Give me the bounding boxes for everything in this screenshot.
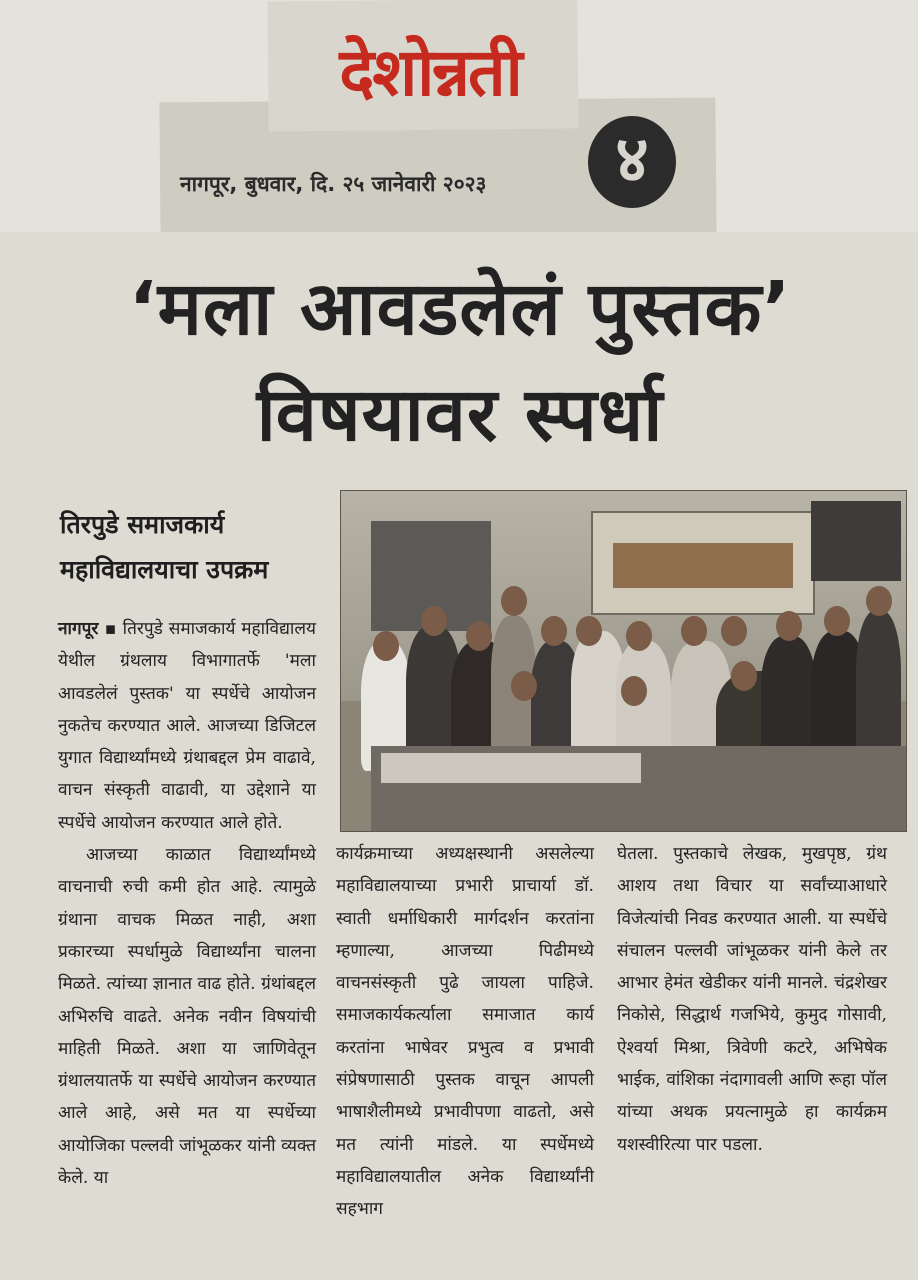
newspaper-masthead: देशोन्नती bbox=[339, 33, 521, 111]
photo-poster bbox=[811, 501, 901, 581]
photo-head bbox=[576, 616, 602, 646]
event-photo bbox=[340, 490, 907, 832]
photo-head bbox=[541, 616, 567, 646]
article-paragraph-1: तिरपुडे समाजकार्य महाविद्यालय येथील ग्रंथलाय विभागातर्फे 'मला आवडलेलं पुस्तक' या स्पर्धेचे आयोजन नुकतेच करण्यात आले. आजच्या डिजिटल युगात विद्यार्थ्यांमध्ये ग्रंथाबद्दल प्रेम वाढावे, वाचन संस्कृती वाढावी, या उद्देशाने या स्पर्धेचे आयोजन करण्यात आले होते. bbox=[58, 619, 317, 833]
photo-banner bbox=[591, 511, 815, 615]
photo-person bbox=[761, 636, 816, 761]
page-number-badge: ४ bbox=[588, 116, 676, 208]
photo-tablecloth bbox=[381, 753, 641, 783]
photo-banner-panel bbox=[613, 543, 793, 588]
photo-head bbox=[466, 621, 492, 651]
photo-head bbox=[421, 606, 447, 636]
photo-head bbox=[866, 586, 892, 616]
photo-head bbox=[373, 631, 399, 661]
article-column-3 bbox=[617, 838, 887, 1161]
article-paragraph-3: कार्यक्रमाच्या अध्यक्षस्थानी असलेल्या महाविद्यालयाच्या प्रभारी प्राचार्या डॉ. स्वाती धर्माधिकारी मार्गदर्शन करतांना म्हणाल्या, आजच्या पिढीमध्ये वाचनसंस्कृती पुढे जायला पाहिजे. समाजकार्यकर्त्याला समाजात कार्य करतांना भाषेवर प्रभुत्व व प्रभावी संप्रेषणासाठी पुस्तक वाचून आपली भाषाशैलीमध्ये प्रभावीपणा वाढतो, असे मत त्यांनी मांडले. या स्पर्धेमध्ये महाविद्यालयातील अनेक विद्यार्थ्यांनी सहभाग bbox=[336, 844, 594, 1220]
photo-head bbox=[626, 621, 652, 651]
photo-head bbox=[511, 671, 537, 701]
article-column-1 bbox=[58, 613, 316, 1194]
photo-head bbox=[721, 616, 747, 646]
article-place: नागपूर ▪ bbox=[58, 619, 117, 639]
subheading-line-1: तिरपुडे समाजकार्य bbox=[60, 510, 225, 539]
article-paragraph-2: आजच्या काळात विद्यार्थ्यांमध्ये वाचनाची रुची कमी होत आहे. त्यामुळे ग्रंथाना वाचक मिळत नाही, अशा प्रकारच्या स्पर्धामुळे विद्यार्थ्यांना चालना मिळते. त्यांच्या ज्ञानात वाढ होते. ग्रंथांबद्दल अभिरुचि वाढते. अनेक नवीन विषयांची माहिती मिळते. अशा या जाणिवेतून ग्रंथालयातर्फे या स्पर्धेचे आयोजन करण्यात आले आहे, असे मत या स्पर्धेच्या आयोजिका पल्लवी जांभूळकर यांनी व्यक्त केले. या bbox=[58, 845, 316, 1189]
article-paragraph-4: घेतला. पुस्तकाचे लेखक, मुखपृष्ठ, ग्रंथ आशय तथा विचार या सर्वांच्याआधारे विजेत्यांची निवड करण्यात आली. या स्पर्धेचे संचालन पल्लवी जांभूळकर यांनी केले तर आभार हेमंत खेडीकर यांनी मानले. चंद्रशेखर निकोसे, सिद्धार्थ गजभिये, कुमुद गोसावी, ऐश्वर्या मिश्रा, त्रिवेणी कटरे, अभिषेक भाईक, वांशिका नंदागावली आणि रूहा पॉल यांच्या अथक प्रयत्नामुळे हा कार्यक्रम यशस्वीरित्या पार पडला. bbox=[617, 844, 887, 1155]
photo-head bbox=[621, 676, 647, 706]
photo-head bbox=[681, 616, 707, 646]
subheading-line-2: महाविद्यालयाचा उपक्रम bbox=[60, 555, 269, 584]
article-column-2 bbox=[336, 838, 594, 1226]
photo-head bbox=[731, 661, 757, 691]
headline-line-2: विषयावर स्पर्धा bbox=[256, 372, 664, 458]
headline-line-1: ‘मला आवडलेलं पुस्तक’ bbox=[128, 266, 792, 352]
photo-head bbox=[824, 606, 850, 636]
publication-dateline: नागपूर, बुधवार, दि. २५ जानेवारी २०२३ bbox=[180, 172, 487, 196]
photo-head bbox=[501, 586, 527, 616]
photo-person bbox=[856, 611, 901, 761]
photo-head bbox=[776, 611, 802, 641]
